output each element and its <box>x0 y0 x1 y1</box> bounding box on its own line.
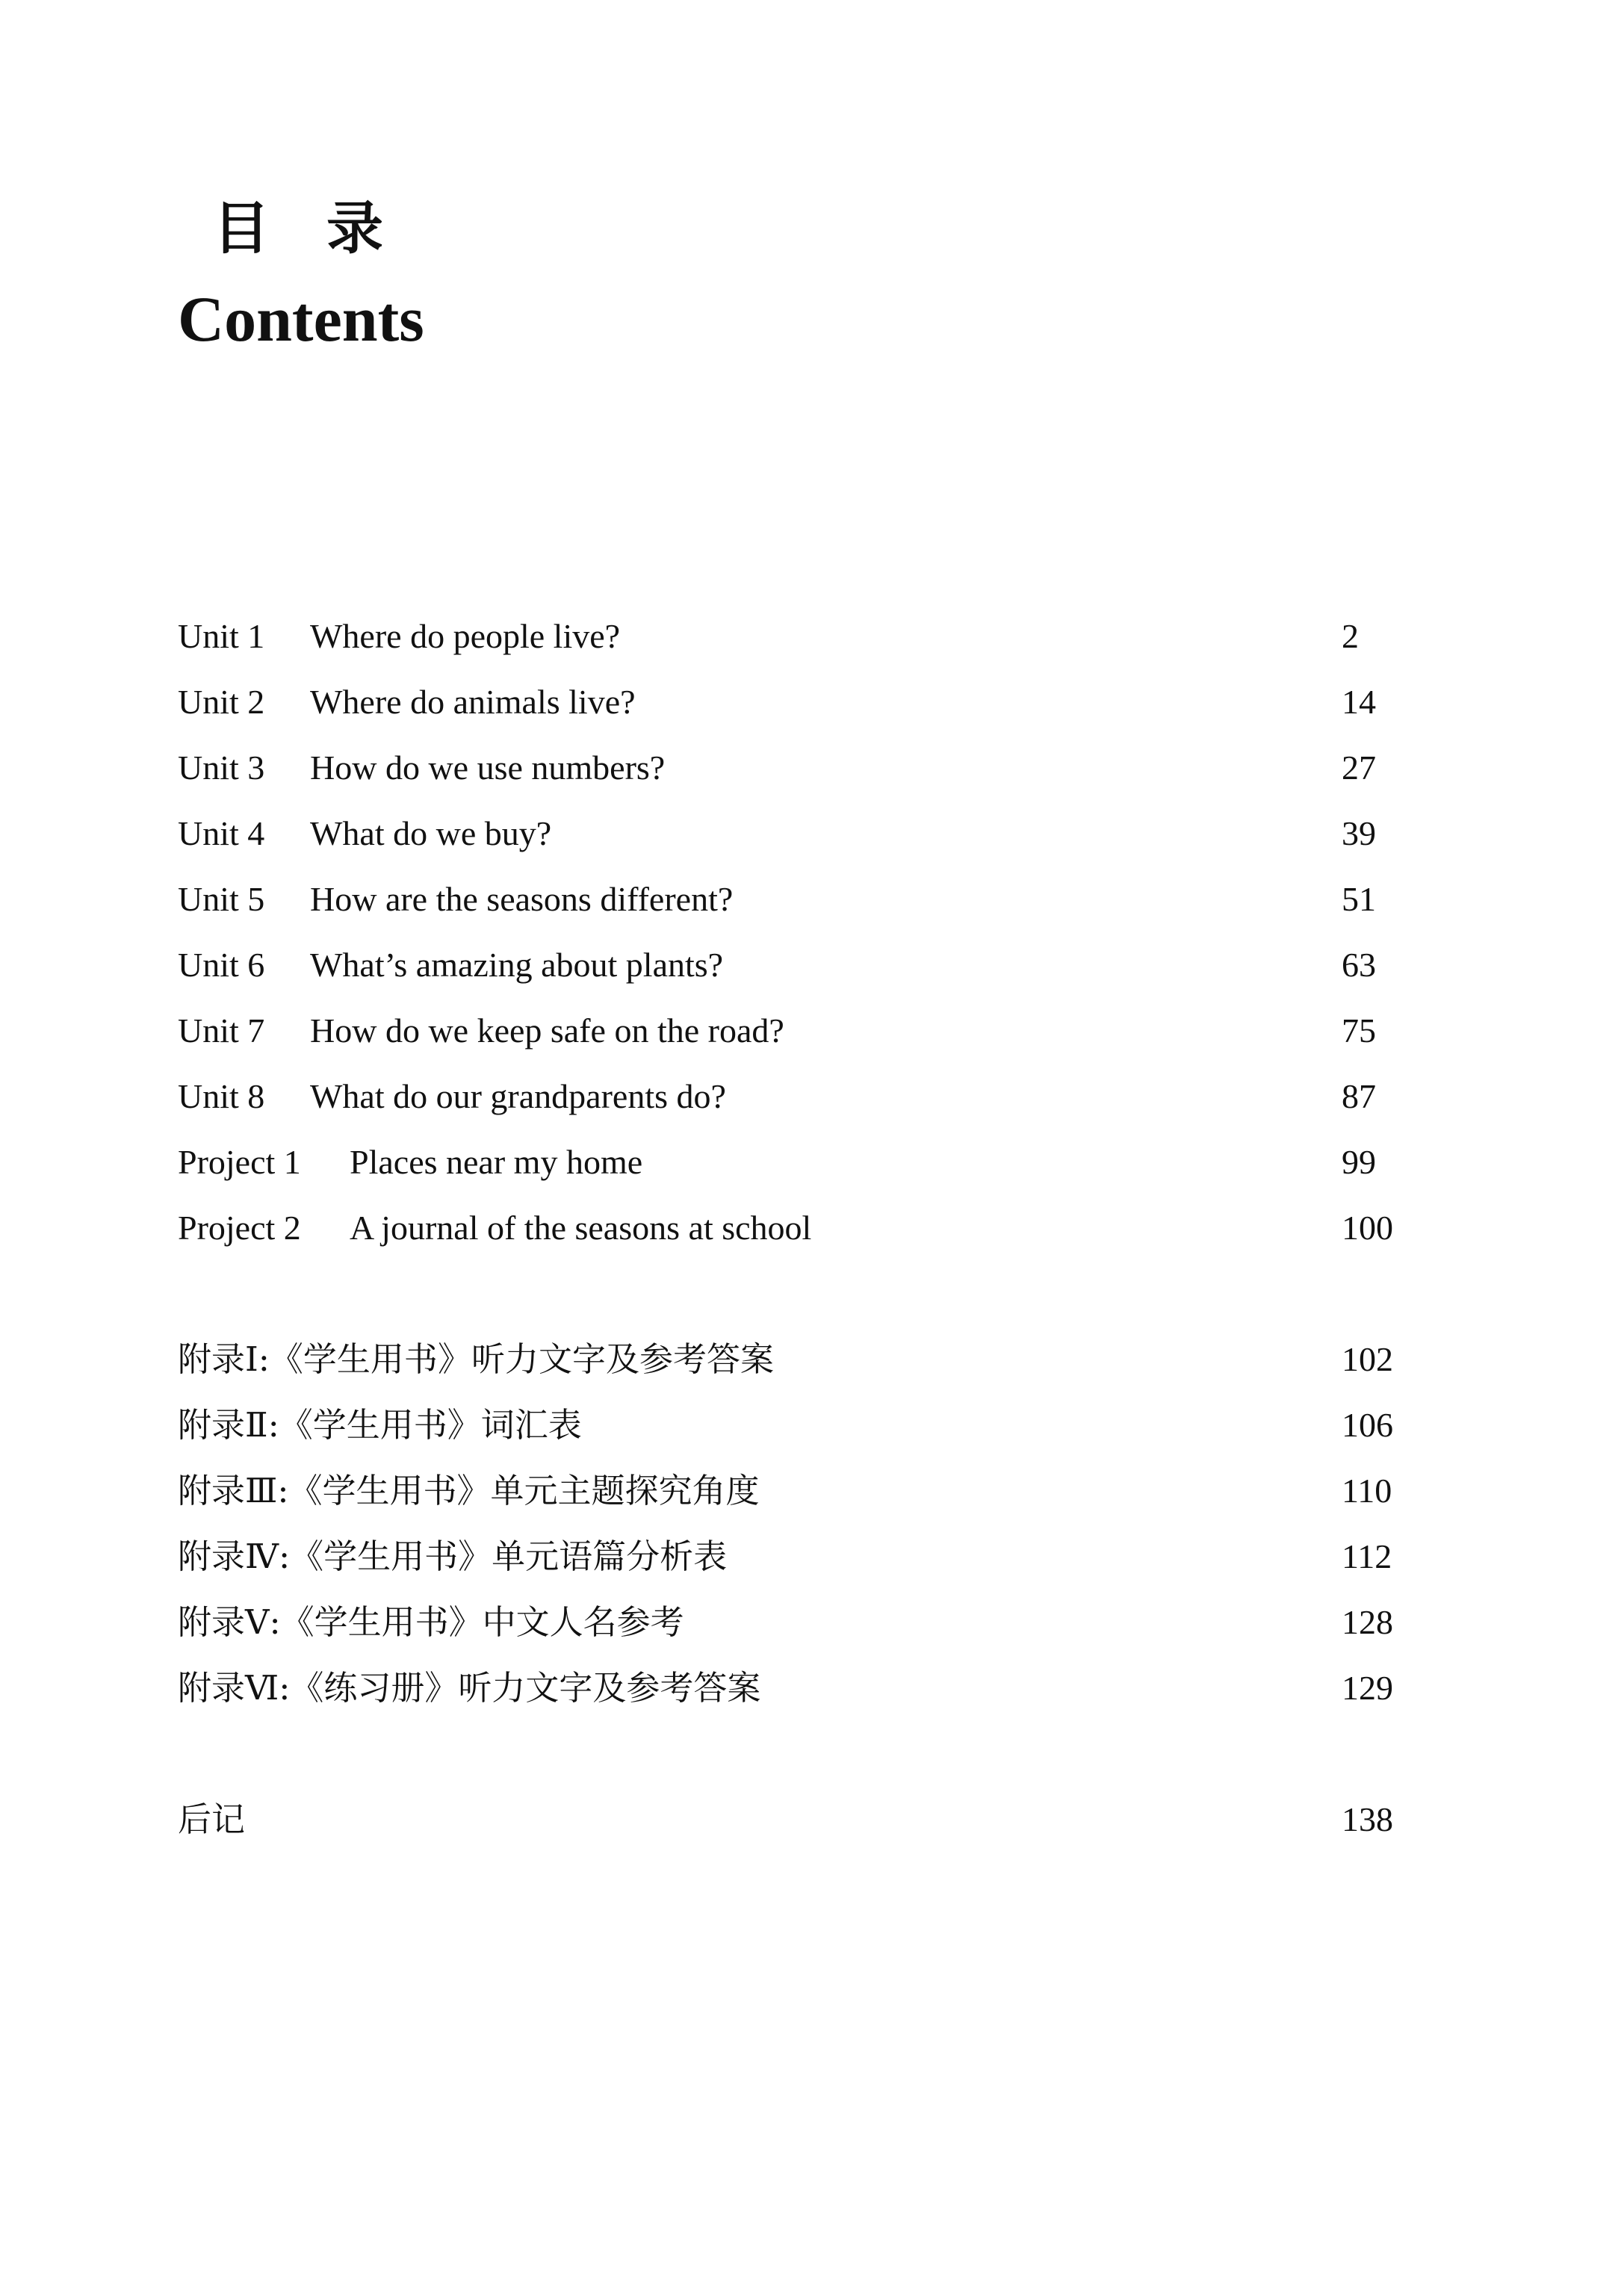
toc-entry-unit-4[interactable] <box>178 807 1448 860</box>
toc-entry-appendix-1[interactable] <box>178 1333 1448 1386</box>
entry-label: Unit 3 <box>178 748 265 787</box>
entry-title: How do we use numbers? <box>310 748 666 787</box>
toc-entry-appendix-3[interactable] <box>178 1465 1448 1517</box>
toc-entry-unit-1[interactable] <box>178 610 1448 663</box>
toc-entry-unit-2[interactable] <box>178 676 1448 728</box>
toc-entry-project-2[interactable] <box>178 1202 1448 1254</box>
entry-title: Where do animals live? <box>310 683 636 721</box>
entry-page-number: 100 <box>1342 1209 1393 1247</box>
entry-title: Places near my home <box>350 1143 643 1181</box>
entry-page-number: 102 <box>1342 1340 1393 1378</box>
toc-entry-unit-7[interactable] <box>178 1005 1448 1057</box>
entry-page-number: 14 <box>1342 683 1376 721</box>
entry-page-number: 39 <box>1342 814 1376 852</box>
entry-title: 附录Ⅰ:《学生用书》听力文字及参考答案 <box>178 1339 774 1379</box>
entry-label: Project 1 <box>178 1143 301 1181</box>
entry-page-number: 51 <box>1342 880 1376 918</box>
entry-title: 附录Ⅴ:《学生用书》中文人名参考 <box>178 1602 684 1642</box>
entry-title: 后记 <box>178 1799 246 1839</box>
entry-page-number: 138 <box>1342 1800 1393 1838</box>
toc-entry-appendix-6[interactable] <box>178 1662 1448 1714</box>
entry-page-number: 110 <box>1342 1472 1392 1510</box>
toc-entry-unit-8[interactable] <box>178 1070 1448 1123</box>
entry-title: 附录Ⅲ:《学生用书》单元主题探究角度 <box>178 1471 760 1510</box>
page-title-chinese: 目录 <box>213 195 440 261</box>
toc-entry-unit-5[interactable] <box>178 873 1448 926</box>
entry-label: Unit 8 <box>178 1077 265 1115</box>
entry-label: Unit 5 <box>178 880 265 918</box>
entry-page-number: 106 <box>1342 1406 1393 1444</box>
toc-entry-unit-6[interactable] <box>178 939 1448 991</box>
entry-page-number: 63 <box>1342 946 1376 984</box>
entry-title: What’s amazing about plants? <box>310 946 724 984</box>
entry-title: What do our grandparents do? <box>310 1077 726 1115</box>
toc-entry-project-1[interactable] <box>178 1136 1448 1188</box>
entry-title: A journal of the seasons at school <box>350 1209 812 1247</box>
entry-title: Where do people live? <box>310 617 621 655</box>
entry-label: Unit 6 <box>178 946 265 984</box>
entry-title: What do we buy? <box>310 814 552 852</box>
toc-entry-appendix-5[interactable] <box>178 1596 1448 1649</box>
page-title-english: Contents <box>178 283 424 355</box>
entry-label: Unit 1 <box>178 617 265 655</box>
entry-page-number: 75 <box>1342 1011 1376 1050</box>
entry-label: Project 2 <box>178 1209 301 1247</box>
toc-entry-unit-3[interactable] <box>178 742 1448 794</box>
entry-page-number: 27 <box>1342 748 1376 787</box>
entry-label: Unit 4 <box>178 814 265 852</box>
entry-page-number: 112 <box>1342 1537 1392 1575</box>
toc-entry-appendix-4[interactable] <box>178 1531 1448 1583</box>
entry-label: Unit 7 <box>178 1011 265 1050</box>
toc-entry-appendix-2[interactable] <box>178 1399 1448 1451</box>
entry-page-number: 2 <box>1342 617 1359 655</box>
toc-entry-afterword[interactable] <box>178 1794 1448 1846</box>
entry-title: 附录Ⅱ:《学生用书》词汇表 <box>178 1405 582 1445</box>
entry-title: How are the seasons different? <box>310 880 734 918</box>
entry-title: How do we keep safe on the road? <box>310 1011 784 1050</box>
entry-page-number: 87 <box>1342 1077 1376 1115</box>
entry-page-number: 129 <box>1342 1669 1393 1707</box>
entry-title: 附录Ⅳ:《学生用书》单元语篇分析表 <box>178 1537 728 1576</box>
entry-label: Unit 2 <box>178 683 265 721</box>
entry-title: 附录Ⅵ:《练习册》听力文字及参考答案 <box>178 1668 761 1708</box>
entry-page-number: 99 <box>1342 1143 1376 1181</box>
entry-page-number: 128 <box>1342 1603 1393 1641</box>
